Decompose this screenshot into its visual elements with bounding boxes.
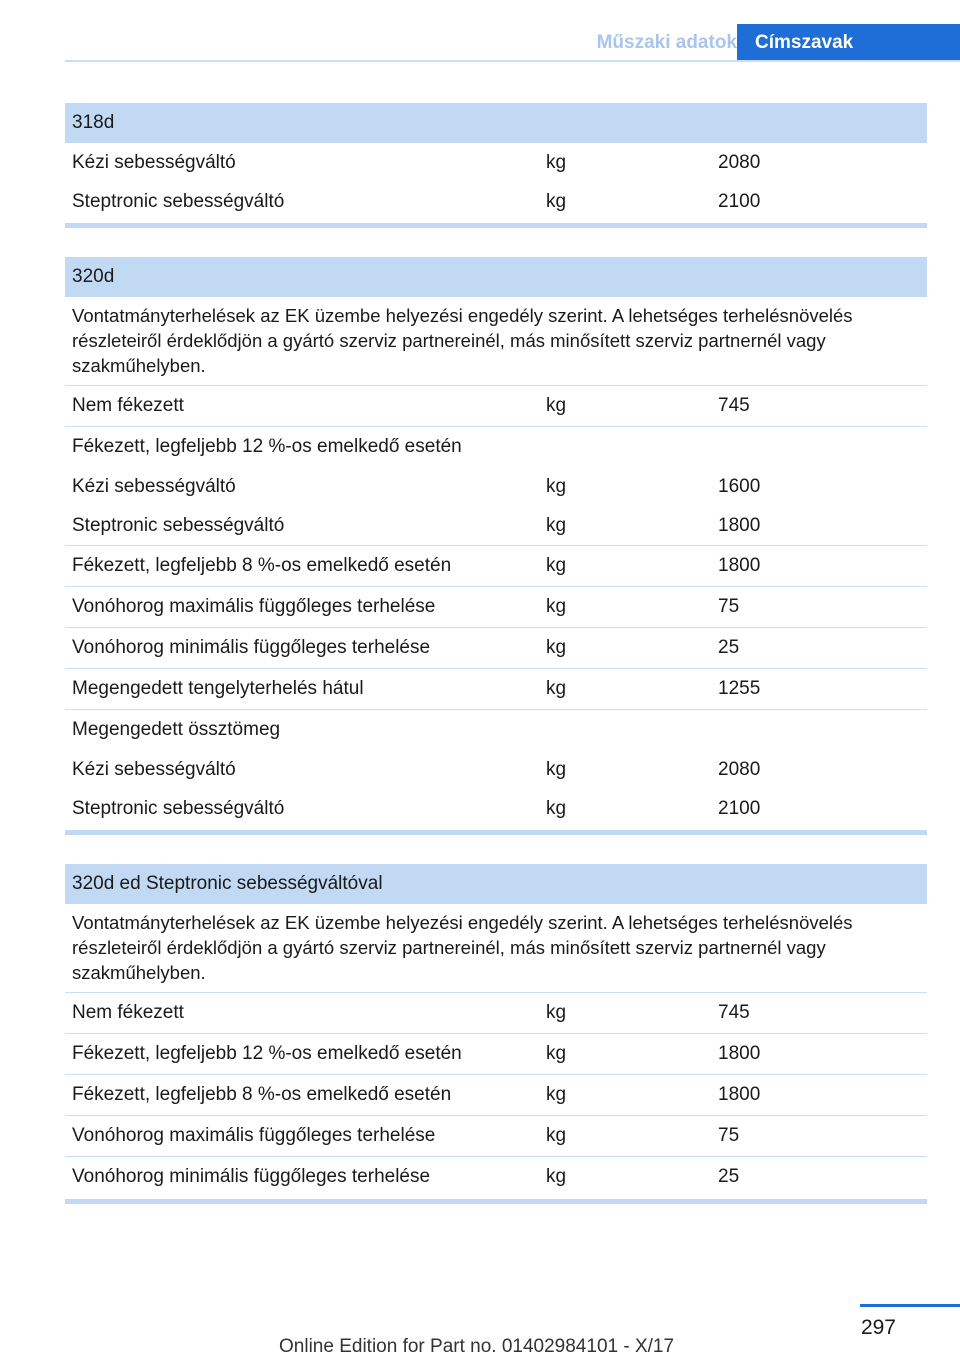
table-row [65,506,927,545]
row-value: 1800 [718,555,761,576]
row-unit: kg [546,678,567,699]
table-row [65,545,927,586]
row-value: 75 [718,596,740,617]
row-label: Vonóhorog minimális függőleges terhelése [72,1166,431,1187]
row-value: 25 [718,1166,740,1187]
table-end-rule [65,223,927,228]
table-row [65,1115,927,1156]
row-unit: kg [546,395,567,416]
row-label: Megengedett tengelyterhelés hátul [72,678,364,699]
spec-table-320d-ed [65,864,927,1204]
row-label: Fékezett, legfeljebb 8 %-os emelkedő esetén [72,555,452,576]
spec-content [65,103,927,1233]
row-label: Steptronic sebességváltó [72,514,285,536]
row-unit: kg [546,797,567,819]
header-section-label[interactable]: Műszaki adatok [596,32,737,53]
edition-note: Online Edition for Part no. 01402984101 - X/17 [279,1336,675,1357]
row-label: Vonóhorog maximális függőleges terhelése [72,596,436,617]
table-title: 320d [65,257,927,297]
row-label: Fékezett, legfeljebb 12 %-os emelkedő esetén [72,1043,462,1064]
row-unit: kg [546,1125,567,1146]
row-value: 745 [718,1002,750,1023]
row-label: Steptronic sebességváltó [72,190,285,212]
row-unit: kg [546,151,567,173]
table-row [65,789,927,828]
row-value: 1800 [718,514,761,536]
table-note: Vontatmányterhelések az EK üzembe helyezési engedély szerint. A lehetséges terhelésnövelés részleteiről érdeklődjön a gyártó szerviz partnereinél, más minősített szerviz partnernél vagy szakműhelyben. [65,904,927,993]
table-row [65,750,927,789]
row-label: Nem fékezett [72,395,184,416]
table-row [65,182,927,221]
table-row [65,1033,927,1074]
row-label: Megengedett össztömeg [72,719,281,740]
table-row [65,143,927,182]
row-label: Fékezett, legfeljebb 8 %-os emelkedő esetén [72,1084,452,1105]
table-row [65,1156,927,1197]
row-value: 1800 [718,1043,761,1064]
row-unit: kg [546,475,567,497]
header-tab-active[interactable]: Címszavak [737,24,960,62]
table-end-rule [65,830,927,835]
row-value: 2080 [718,151,761,173]
row-value: 1800 [718,1084,761,1105]
row-value: 25 [718,637,740,658]
table-row [65,386,927,426]
table-row [65,467,927,506]
footer-rule [860,1304,960,1307]
row-label: Vonóhorog maximális függőleges terhelése [72,1125,436,1146]
table-end-rule [65,1199,927,1204]
row-label: Fékezett, legfeljebb 12 %-os emelkedő esetén [72,436,462,457]
row-label: Vonóhorog minimális függőleges terhelése [72,637,431,658]
row-label: Kézi sebességváltó [72,475,236,497]
row-label: Kézi sebességváltó [72,151,236,173]
table-row [65,1074,927,1115]
table-row [65,668,927,709]
row-value: 75 [718,1125,740,1146]
row-unit: kg [546,1043,567,1064]
table-title: 320d ed Steptronic sebességváltóval [65,864,927,904]
row-unit: kg [546,514,567,536]
table-row [65,586,927,627]
row-label: Steptronic sebességváltó [72,797,285,819]
header-rule [65,60,960,62]
spec-table-320d [65,257,927,835]
page-number: 297 [860,1316,896,1339]
row-value: 2100 [718,190,761,212]
row-value: 2100 [718,797,761,819]
table-title: 318d [65,103,927,143]
row-value: 1600 [718,475,761,497]
table-row [65,993,927,1033]
row-label: Kézi sebességváltó [72,758,236,780]
row-unit: kg [546,1166,567,1187]
row-unit: kg [546,758,567,780]
row-unit: kg [546,596,567,617]
row-value: 745 [718,395,750,416]
row-label: Nem fékezett [72,1002,184,1023]
table-row [65,627,927,668]
page-header [65,24,960,62]
spec-table-318d [65,103,927,228]
row-value: 1255 [718,678,761,699]
table-row [65,709,927,750]
row-value: 2080 [718,758,761,780]
row-unit: kg [546,637,567,658]
table-note: Vontatmányterhelések az EK üzembe helyezési engedély szerint. A lehetséges terhelésnövelés részleteiről érdeklődjön a gyártó szerviz partnereinél, más minősített szerviz partnernél vagy szakműhelyben. [65,297,927,386]
row-unit: kg [546,555,567,576]
row-unit: kg [546,190,567,212]
table-row [65,426,927,467]
row-unit: kg [546,1084,567,1105]
row-unit: kg [546,1002,567,1023]
